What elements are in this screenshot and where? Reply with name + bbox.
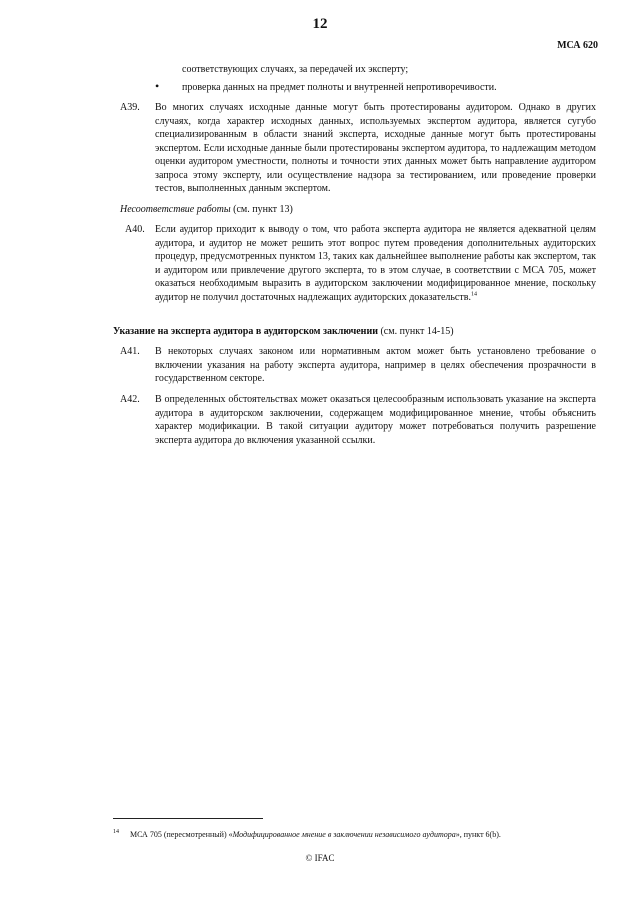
paragraph-a40-text: Если аудитор приходит к выводу о том, что работа эксперта аудитора не является адекватной целям аудитора, и аудитор не может решить этот вопрос путем проведения дополнительных аудиторских процедур, предусмотренных пунктом 13, таких как дальнейшее выполнение работы как экспертом, так и аудитором или привлечение другого эксперта, то в этом случае, в соответствии с МСА 705, может оказаться необходимым выразить в аудиторском заключении модифицированное мнение, поскольку аудитор не получил достаточных надлежащих аудиторских доказательств. xyxy=(155,224,596,303)
section-heading-inadequate-work xyxy=(120,203,293,216)
footnote-divider xyxy=(113,818,263,819)
page-number: 12 xyxy=(312,16,328,32)
footnote-text-plain: МСА 705 (пересмотренный) « xyxy=(130,830,233,839)
section-ref: (см. пункт 13) xyxy=(233,204,293,215)
bullet-dot-icon: • xyxy=(155,79,160,93)
paragraph-number-a41: A41. xyxy=(120,346,140,357)
bullet-text: проверка данных на предмет полноты и внутренней непротиворечивости. xyxy=(182,82,497,93)
section-heading-reference-in-report xyxy=(113,325,454,338)
copyright: © IFAC xyxy=(305,853,335,863)
footnote-text-italic: Модифицированное мнение в заключении независимого аудитора xyxy=(232,830,456,839)
footnote-reference: 14 xyxy=(470,291,477,298)
standard-code: МСА 620 xyxy=(557,40,598,51)
footnote-text xyxy=(130,830,501,840)
footnote-mark: 14 xyxy=(113,829,119,835)
footnote-text-end: », пункт 6(b). xyxy=(455,830,501,839)
continuation-line: соответствующих случаях, за передачей их эксперту; xyxy=(182,64,409,75)
paragraph-number-a39: A39. xyxy=(120,102,140,113)
paragraph-number-a40: A40. xyxy=(125,224,145,235)
paragraph-a41: В некоторых случаях законом или нормативным актом может быть установлено требование о включении указания на работу эксперта аудитора, например в целях обеспечения прозрачности в государственном секторе. xyxy=(155,346,596,384)
paragraph-a42: В определенных обстоятельствах может оказаться целесообразным использовать указание на эксперта аудитора в аудиторском заключении, содержащем модифицированное мнение, чтобы объяснить характер модификации. В такой ситуации аудитору может потребоваться получить разрешение эксперта аудитора до включения указанной ссылки. xyxy=(155,394,596,446)
section-title: Несоответствие работы xyxy=(120,204,231,215)
paragraph-number-a42: A42. xyxy=(120,394,140,405)
paragraph-a39: Во многих случаях исходные данные могут быть протестированы аудитором. Однако в других случаях, когда характер исходных данных, используемых экспертом аудитора, является сугубо специализированным в области знаний эксперта, исходные данные могут быть протестированы экспертом. Если исходные данные были протестированы экспертом аудитора, то надлежащим методом оценки аудитором уместности, полноты и точности этих данных может быть направление аудитором запроса этому эксперту, или осуществление надзора за тестированием, или проведение проверки тестов, выполненных данным экспертом. xyxy=(155,102,596,194)
section-title: Указание на эксперта аудитора в аудиторском заключении xyxy=(113,326,378,337)
section-ref: (см. пункт 14-15) xyxy=(380,326,454,337)
paragraph-a40 xyxy=(155,223,596,304)
